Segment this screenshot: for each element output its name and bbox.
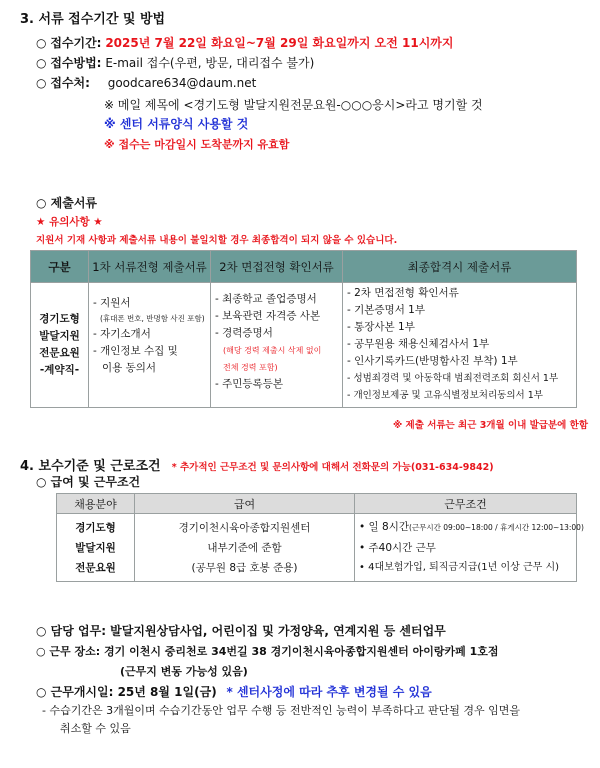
note-deadline: ※ 접수는 마감일시 도착분까지 유효함: [104, 138, 290, 151]
condition-line: • 4대보험가입, 퇴직금지급(1년 이상 근무 시): [359, 562, 560, 573]
list-item: - 공무원용 채용신체검사서 1부: [347, 338, 490, 350]
place-line: ○ 근무 장소: 경기 이천시 중리천로 34번길 38 경기이천시육아종합지원센터 아이랑카페 1호점: [36, 645, 499, 658]
stage2-cell: [211, 283, 343, 408]
start-line: [36, 683, 432, 700]
row-head-cell: [31, 283, 89, 408]
docs-title: ○ 제출서류: [36, 196, 98, 210]
header-pay: 급여: [135, 494, 355, 514]
row-head-line: -계약직-: [39, 364, 80, 376]
list-item: - 인사기록카드(반명함사진 부착) 1부: [347, 355, 518, 367]
period-line: [36, 34, 453, 51]
list-item: - 주민등록등본: [215, 378, 283, 390]
list-item: - 2차 면접전형 확인서류: [347, 287, 459, 299]
method-label: 접수방법:: [50, 56, 102, 70]
start-label: ○ 근무개시일: 25년 8월 1일(금): [36, 685, 217, 699]
list-item: - 성범죄경력 및 아동학대 범죄전력조회 회신서 1부: [347, 373, 559, 384]
list-item: - 개인정보 수집 및: [93, 345, 178, 357]
row-head-line: 발달지원: [39, 330, 80, 342]
bullet: ○: [36, 76, 47, 90]
pay-cell: [135, 514, 355, 582]
section4-note: * 추가적인 근무조건 및 문의사항에 대해서 전화문의 가능(031-634-9842): [171, 462, 494, 473]
period-label: 접수기간:: [50, 36, 102, 50]
docs-footnote: ※ 제출 서류는 최근 3개월 이내 발급분에 한함: [392, 420, 588, 431]
field-line: 발달지원: [75, 541, 116, 554]
list-item-note: 전체 경력 포함): [223, 363, 278, 372]
section3-title: 3. 서류 접수기간 및 방법: [20, 12, 166, 27]
row-head-line: 경기도형: [39, 313, 80, 325]
header-conditions: 근무조건: [355, 494, 577, 514]
list-item: - 최종학교 졸업증명서: [215, 293, 317, 305]
documents-table: [30, 250, 577, 408]
list-item: - 자기소개서: [93, 328, 151, 340]
pay-line: 경기이천시육아종합지원센터: [178, 521, 311, 534]
list-item: - 경력증명서: [215, 327, 273, 339]
field-line: 경기도형: [75, 521, 116, 534]
pay-line: (공무원 8급 호봉 준용): [191, 561, 298, 574]
field-line: 전문요원: [75, 561, 116, 574]
email-link[interactable]: goodcare634@daum.net: [107, 76, 257, 90]
header-final: 최종합격시 제출서류: [343, 251, 577, 283]
header-stage2: 2차 면접전형 확인서류: [211, 251, 343, 283]
pay-table: [56, 493, 584, 582]
header-stage1: 1차 서류전형 제출서류: [89, 251, 211, 283]
list-item-note: (휴대폰 번호, 반명함 사진 포함): [100, 314, 205, 323]
conditions-cell: [355, 514, 584, 582]
note-mail-title: ※ 메일 제목에 <경기도형 발달지원전문요원-○○○응시>라고 명기할 것: [104, 98, 483, 112]
list-item: - 개인정보제공 및 고유식별정보처리동의서 1부: [347, 390, 543, 401]
list-item: - 통장사본 1부: [347, 321, 415, 333]
probation-line2: 취소할 수 있음: [60, 722, 131, 735]
row-head-line: 전문요원: [39, 347, 80, 359]
caution-text: 지원서 기재 사항과 제출서류 내용이 불일치할 경우 최종합격이 되지 않을 수 있습니다.: [36, 235, 398, 246]
header-category: 구분: [31, 251, 89, 283]
condition-hours-detail: (근무시간 09:00~18:00 / 휴게시간 12:00~13:00): [408, 523, 584, 532]
caution-title: ★ 유의사항 ★: [36, 216, 103, 228]
field-cell: [57, 514, 135, 582]
note-form: ※ 센터 서류양식 사용할 것: [104, 117, 249, 131]
header-field: 채용분야: [57, 494, 135, 514]
section4-title: 4. 보수기준 및 근로조건: [20, 459, 161, 474]
condition-line: [359, 517, 584, 538]
address-line: [36, 74, 256, 91]
pay-subtitle: ○ 급여 및 근무조건: [36, 475, 141, 489]
method-value: E-mail 접수(우편, 방문, 대리접수 불가): [105, 56, 315, 70]
condition-line: • 주40시간 근무: [359, 542, 436, 554]
list-item: - 지원서: [93, 297, 131, 309]
address-label: 접수처:: [50, 76, 90, 90]
bullet: ○: [36, 36, 47, 50]
list-item-note: (해당 경력 제출시 삭제 없이: [223, 346, 322, 355]
method-line: [36, 54, 314, 71]
period-value: 2025년 7월 22일 화요일~7월 29일 화요일까지 오전 11시까지: [105, 36, 454, 50]
list-item: 이용 동의서: [102, 362, 157, 374]
probation-line1: - 수습기간은 3개월이며 수습기간동안 업무 수행 등 전반적인 능력이 부족하다고 판단될 경우 임면을: [42, 704, 520, 717]
list-item: - 기본증명서 1부: [347, 304, 426, 316]
condition-hours: • 일 8시간: [359, 521, 409, 533]
bullet: ○: [36, 56, 47, 70]
place-note: (근무지 변동 가능성 있음): [120, 665, 248, 678]
list-item: - 보육관련 자격증 사본: [215, 310, 321, 322]
pay-line: 내부기준에 준함: [207, 541, 282, 554]
start-note: * 센터사정에 따라 추후 변경될 수 있음: [226, 685, 432, 699]
section4-heading: [20, 455, 494, 474]
stage1-cell: [89, 283, 211, 408]
final-cell: [343, 283, 577, 408]
duty-line: ○ 담당 업무: 발달지원상담사업, 어린이집 및 가정양육, 연계지원 등 센터업무: [36, 624, 446, 638]
